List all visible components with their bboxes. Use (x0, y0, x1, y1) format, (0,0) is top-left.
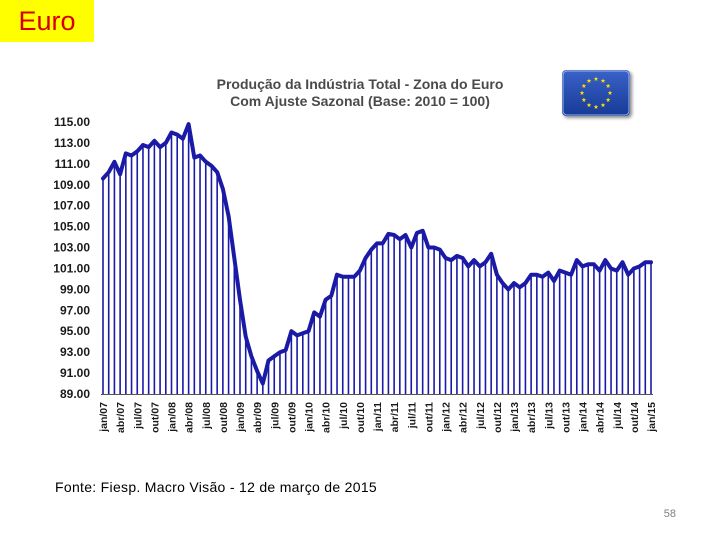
y-tick-label: 109.00 (53, 177, 90, 192)
x-tick-label: jan/15 (646, 402, 658, 432)
x-tick-label: out/11 (423, 402, 436, 433)
y-tick-label: 97.00 (59, 303, 90, 318)
y-tick-label: 91.00 (59, 366, 90, 381)
x-tick-label: abr/14 (594, 402, 607, 433)
x-tick-label: abr/12 (457, 402, 470, 433)
x-tick-label: abr/08 (183, 402, 196, 433)
x-tick-label: out/12 (491, 402, 504, 433)
chart-title-line-2: Com Ajuste Sazonal (Base: 2010 = 100) (230, 93, 490, 109)
y-tick-label: 101.00 (53, 261, 90, 276)
x-tick-label: out/10 (354, 402, 367, 433)
y-tick-label: 99.00 (59, 282, 90, 297)
x-tick-label: abr/07 (115, 402, 128, 433)
y-tick-label: 111.00 (54, 156, 90, 171)
x-tick-label: jul/08 (200, 402, 213, 429)
x-tick-label: abr/10 (320, 402, 333, 433)
x-tick-label: abr/13 (526, 402, 539, 433)
chart-bars (103, 124, 651, 394)
x-tick-label: abr/09 (252, 402, 265, 433)
x-tick-label: jul/11 (406, 402, 419, 429)
source-note: Fonte: Fiesp. Macro Visão - 12 de março de 2015 (55, 479, 378, 495)
x-tick-label: out/14 (628, 402, 641, 433)
page-number: 58 (663, 508, 676, 520)
x-tick-label: jul/12 (474, 402, 487, 429)
x-tick-label: abr/11 (389, 402, 402, 433)
x-tick-label: jul/07 (132, 402, 145, 429)
x-tick-label: jul/13 (543, 402, 556, 429)
x-tick-label: jan/07 (98, 402, 110, 432)
x-axis-ticks (98, 402, 658, 433)
y-tick-label: 95.00 (59, 324, 90, 339)
y-axis-ticks (53, 115, 90, 401)
x-tick-label: jan/10 (303, 402, 316, 432)
y-tick-label: 89.00 (59, 387, 90, 401)
chart-title-line-1: Produção da Indústria Total - Zona do Euro (216, 76, 504, 92)
x-tick-label: jan/11 (372, 402, 384, 432)
x-tick-label: jan/13 (509, 402, 521, 432)
x-tick-label: jan/12 (440, 402, 453, 432)
x-tick-label: jul/14 (611, 402, 624, 429)
y-tick-label: 113.00 (53, 135, 90, 150)
x-tick-label: out/09 (286, 402, 299, 433)
y-tick-label: 105.00 (53, 219, 90, 234)
x-tick-label: jan/09 (235, 402, 247, 432)
x-tick-label: out/07 (149, 402, 162, 433)
y-tick-label: 93.00 (59, 345, 90, 360)
x-tick-label: out/13 (560, 402, 573, 433)
slide-tag: Euro (0, 0, 94, 42)
y-tick-label: 115.00 (53, 115, 90, 129)
y-tick-label: 107.00 (53, 198, 90, 213)
x-tick-label: out/08 (217, 402, 230, 433)
x-tick-label: jul/09 (269, 402, 282, 429)
x-tick-label: jan/14 (577, 402, 590, 432)
x-tick-label: jan/08 (166, 402, 179, 432)
x-tick-label: jul/10 (337, 402, 350, 429)
y-tick-label: 103.00 (53, 240, 90, 255)
